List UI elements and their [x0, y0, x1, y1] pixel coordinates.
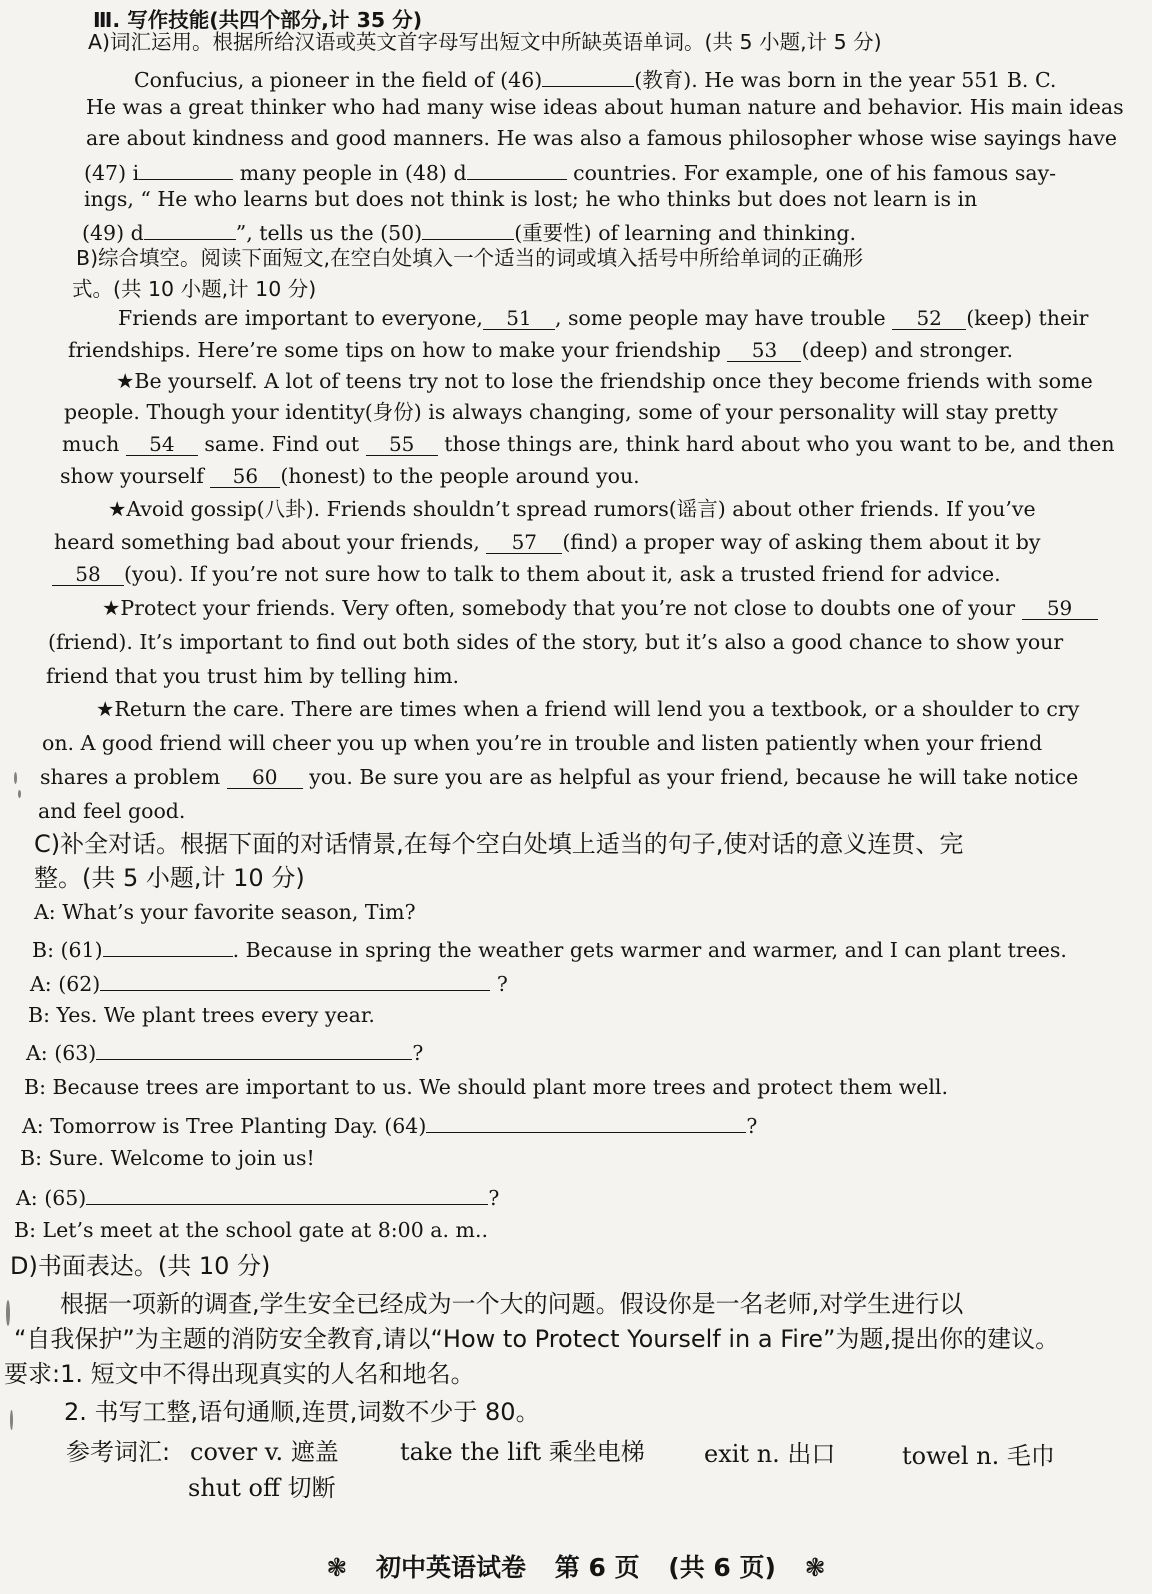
scan-mark [14, 772, 17, 784]
dialogue-line-6: B: Because trees are important to us. We should plant more trees and protect them well. [24, 1075, 949, 1099]
part-b-line-9: 58 (you). If you’re not sure how to talk to them about it, ask a trusted friend for advice. [52, 560, 1001, 588]
part-b-line-1: Friends are important to everyone, 51 , some people may have trouble 52 (keep) their [118, 306, 1089, 330]
footer-page-number: 第 6 页 [554, 1553, 640, 1582]
footer-star-right-icon: ❃ [804, 1553, 826, 1582]
vocab-item-towel: towel n. 毛巾 [902, 1442, 1055, 1470]
blank-65[interactable] [86, 1180, 488, 1205]
part-a-line-3: are about kindness and good manners. He was also a famous philosopher whose wise sayings have [86, 126, 1117, 150]
part-b-line-13: ★Return the care. There are times when a friend will lend you a textbook, or a shoulder to cry [96, 697, 1080, 721]
blank-52[interactable]: 52 [892, 305, 966, 330]
dialogue-line-2: B: (61) . Because in spring the weather gets warmer and warmer, and I can plant trees. [32, 932, 1067, 964]
blank-54[interactable]: 54 [126, 431, 198, 456]
footer-page-total: (共 6 页) [668, 1553, 776, 1582]
footer-title: 初中英语试卷 [376, 1553, 527, 1582]
part-a-line-4: (47) i many people in (48) d countries. For example, one of his famous say- [84, 155, 1056, 187]
blank-59[interactable]: 59 [1022, 595, 1098, 620]
part-a-line-6: (49) d ”, tells us the (50) (重要性) of learning and thinking. [82, 215, 856, 247]
blank-50[interactable] [422, 215, 514, 240]
dialogue-line-1: A: What’s your favorite season, Tim? [34, 900, 416, 924]
blank-48[interactable] [467, 155, 567, 180]
footer-star-left-icon: ❃ [326, 1553, 348, 1582]
blank-47[interactable] [139, 155, 233, 180]
blank-63[interactable] [96, 1035, 412, 1060]
dialogue-line-3: A: (62) ? [30, 966, 508, 998]
blank-49[interactable] [144, 215, 236, 240]
blank-58[interactable]: 58 [52, 561, 124, 586]
scan-mark [18, 790, 21, 798]
part-a-instruction: A)词汇运用。根据所给汉语或英文首字母写出短文中所缺英语单词。(共 5 小题,计 5 分) [88, 30, 882, 54]
dialogue-line-8: B: Sure. Welcome to join us! [20, 1146, 315, 1170]
part-a-line-1: Confucius, a pioneer in the field of (46) (教育). He was born in the year 551 B. C. [134, 62, 1056, 94]
dialogue-line-5: A: (63) ? [26, 1035, 423, 1067]
part-d-instruction: D)书面表达。(共 10 分) [10, 1252, 271, 1280]
part-b-line-4: people. Though your identity(身份) is always changing, some of your personality will stay pretty [64, 400, 1058, 424]
page-footer [0, 1548, 1152, 1584]
part-b-line-14: on. A good friend will cheer you up when you’re in trouble and listen patiently when your friend [42, 731, 1043, 755]
part-b-instruction-2: 式。(共 10 小题,计 10 分) [72, 277, 317, 301]
part-b-line-5: much 54 same. Find out 55 those things are, think hard about who you want to be, and then [62, 432, 1115, 456]
part-b-line-15: shares a problem 60 you. Be sure you are as helpful as your friend, because he will take notice [40, 765, 1079, 789]
part-d-requirement-1: 要求:1. 短文中不得出现真实的人名和地名。 [4, 1360, 475, 1388]
blank-61[interactable] [103, 932, 233, 957]
section-title: Ⅲ. 写作技能(共四个部分,计 35 分) [93, 8, 423, 32]
vocab-item-shut-off: shut off 切断 [188, 1474, 336, 1502]
part-b-line-12: friend that you trust him by telling him. [46, 664, 460, 688]
part-b-line-2: friendships. Here’re some tips on how to make your friendship 53 (deep) and stronger. [68, 338, 1013, 362]
part-b-line-7: ★Avoid gossip(八卦). Friends shouldn’t spread rumors(谣言) about other friends. If you’ve [108, 497, 1036, 521]
part-d-requirement-2: 2. 书写工整,语句通顺,连贯,词数不少于 80。 [64, 1398, 540, 1426]
part-b-instruction-1: B)综合填空。阅读下面短文,在空白处填入一个适当的词或填入括号中所给单词的正确形 [76, 246, 864, 270]
part-b-line-10: ★Protect your friends. Very often, somebody that you’re not close to doubts one of your 59 [102, 594, 1098, 622]
part-c-instruction-2: 整。(共 5 小题,计 10 分) [34, 864, 305, 892]
vocab-item-take-the-lift: take the lift 乘坐电梯 [400, 1438, 645, 1466]
scan-mark [10, 1410, 13, 1430]
part-b-line-3: ★Be yourself. A lot of teens try not to lose the friendship once they become friends with some [116, 369, 1093, 393]
vocab-item-cover: cover v. 遮盖 [190, 1438, 339, 1466]
dialogue-line-10: B: Let’s meet at the school gate at 8:00 a. m.. [14, 1218, 488, 1242]
scan-mark [6, 1300, 10, 1326]
part-b-line-16: and feel good. [38, 799, 186, 823]
dialogue-line-4: B: Yes. We plant trees every year. [28, 1003, 375, 1027]
blank-55[interactable]: 55 [366, 431, 438, 456]
blank-53[interactable]: 53 [727, 337, 801, 362]
part-b-line-6: show yourself 56 (honest) to the people around you. [60, 464, 640, 488]
part-d-prompt-1: 根据一项新的调查,学生安全已经成为一个大的问题。假设你是一名老师,对学生进行以 [60, 1290, 964, 1318]
blank-51[interactable]: 51 [483, 305, 555, 330]
dialogue-line-7: A: Tomorrow is Tree Planting Day. (64) ? [22, 1108, 757, 1140]
blank-60[interactable]: 60 [227, 764, 303, 789]
part-c-instruction-1: C)补全对话。根据下面的对话情景,在每个空白处填上适当的句子,使对话的意义连贯、完 [34, 830, 964, 858]
blank-64[interactable] [426, 1108, 746, 1133]
blank-46[interactable] [542, 62, 634, 87]
part-d-prompt-2: “自我保护”为主题的消防安全教育,请以“How to Protect Yourself in a Fire”为题,提出你的建议。 [14, 1325, 1060, 1353]
part-a-line-2: He was a great thinker who had many wise ideas about human nature and behavior. His main ideas [86, 95, 1124, 119]
blank-57[interactable]: 57 [486, 529, 562, 554]
part-b-line-11: (friend). It’s important to find out both sides of the story, but it’s also a good chance to show your [48, 630, 1064, 654]
part-b-line-8: heard something bad about your friends, 57 (find) a proper way of asking them about it by [54, 530, 1041, 554]
vocab-item-exit: exit n. 出口 [704, 1440, 836, 1468]
dialogue-line-9: A: (65) ? [16, 1180, 499, 1212]
blank-62[interactable] [100, 966, 490, 991]
vocab-label: 参考词汇: [66, 1438, 171, 1466]
blank-56[interactable]: 56 [210, 463, 280, 488]
part-a-line-5: ings, “ He who learns but does not think is lost; he who thinks but does not learn is in [84, 187, 978, 211]
